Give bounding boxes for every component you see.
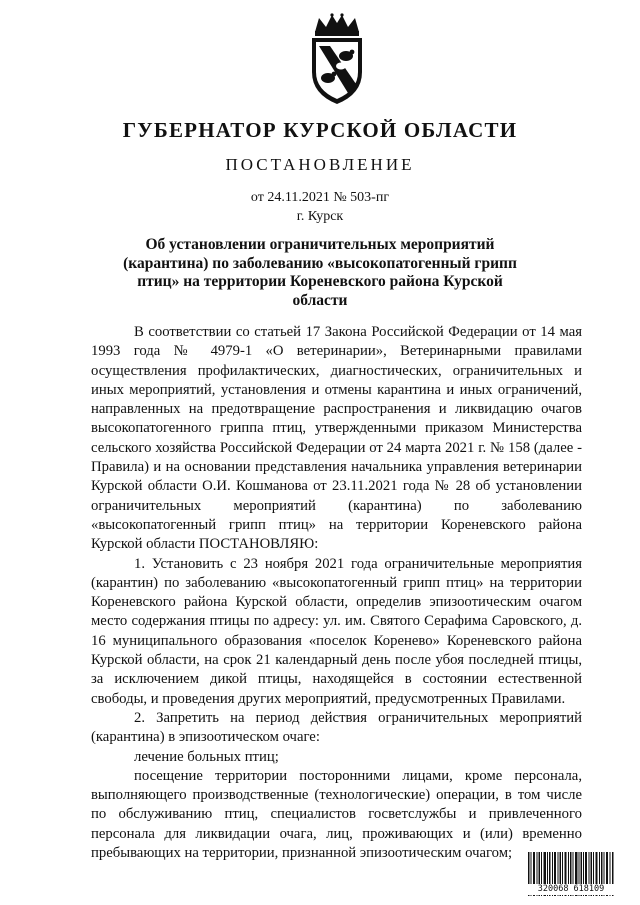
paragraph-item-1: 1. Установить с 23 ноября 2021 года ограничительные мероприятия (карантин) по заболеванию «высокопатогенный грипп птиц» на территории Кореневского района Курской области, определив эпизоотическим очагом место содержания птицы по адресу: ул. им. Святого Серафима Саровского, д. 16 муниципального образования «поселок Коренево» Кореневского района Курской области, на срок 21 календарный день после убоя последней птицы, за исключением дикой птицы, находящейся в состоянии естественной свободы, и проведения других мероприятий, предусмотренных Правилами. bbox=[91, 555, 582, 707]
coat-of-arms-emblem bbox=[301, 12, 373, 108]
document-body bbox=[91, 323, 582, 863]
barcode-number: 320068 618109 bbox=[524, 884, 618, 895]
issuing-authority: ГУБЕРНАТОР КУРСКОЙ ОБЛАСТИ bbox=[122, 118, 518, 142]
paragraph-item-2: 2. Запретить на период действия ограничительных мероприятий (карантина) в эпизоотическом очаге: bbox=[91, 709, 582, 746]
paragraph-preamble: В соответствии со статьей 17 Закона Российской Федерации от 14 мая 1993 года № 4979-1 «О ветеринарии», Ветеринарными правилами осуществления профилактических, диагностических, ограничительных и иных мероприятий, установления и отмены карантина и иных ограничений, направленных на предотвращение распространения и ликвидацию очагов высокопатогенного гриппа птиц, утвержденными приказом Министерства сельского хозяйства Российской Федерации от 24 марта 2021 г. № 158 (далее - Правила) и на основании представления начальника управления ветеринарии Курской области О.И. Кошманова от 23.11.2021 года № 28 об установлении ограничительных мероприятий (карантина) по заболеванию «высокопатогенный грипп птиц» на территории Кореневского района Курской области ПОСТАНОВЛЯЮ: bbox=[91, 324, 582, 553]
paragraph-item-2-sub-2: посещение территории посторонними лицами, кроме персонала, выполняющего производственные (технологические) операции, в том числе по обслуживанию птиц, специалистов госветслужбы и привлеченного персонала для ликвидации очага, лиц, проживающих и (или) временно пребывающих на территории, признанной эпизоотическим очагом; bbox=[91, 767, 582, 862]
paragraph-item-2-sub-1: лечение больных птиц; bbox=[134, 748, 279, 765]
document-title: Об установлении ограничительных мероприятий (карантина) по заболеванию «высокопатогенный грипп птиц» на территории Кореневского района Курской области bbox=[123, 236, 517, 309]
document-city: г. Курск bbox=[296, 209, 344, 224]
document-date-number: от 24.11.2021 № 503-пг bbox=[250, 190, 390, 205]
document-type: ПОСТАНОВЛЕНИЕ bbox=[225, 155, 415, 174]
